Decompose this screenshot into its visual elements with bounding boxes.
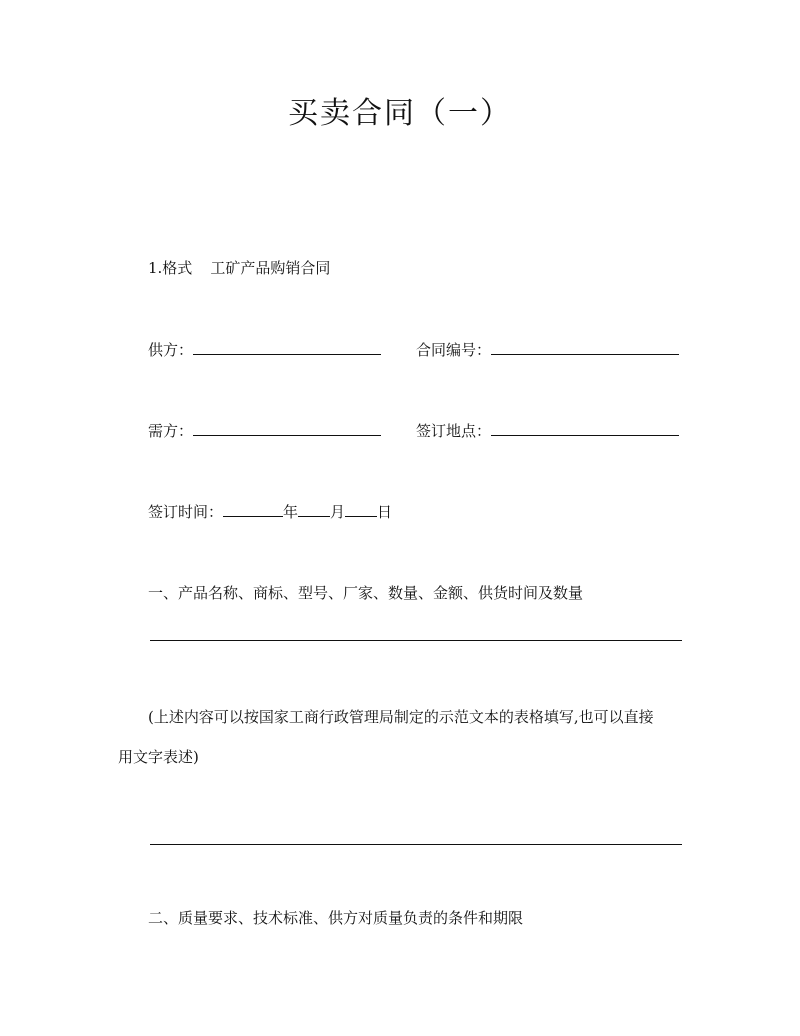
contract-no-row (416, 338, 679, 362)
section1-blank-rule[interactable] (150, 640, 682, 641)
section2-heading: 二、质量要求、技术标准、供方对质量负责的条件和期限 (148, 909, 524, 927)
note-blank-rule[interactable] (150, 844, 682, 845)
page-title: 买卖合同（一） (288, 96, 512, 131)
supplier-blank[interactable] (193, 338, 381, 355)
day-blank[interactable] (345, 500, 377, 517)
format-line (148, 256, 330, 280)
sign-place-row (416, 419, 679, 443)
note-line-2: 用文字表述) (118, 748, 199, 766)
day-label: 日 (377, 503, 393, 521)
year-label: 年 (283, 503, 299, 521)
buyer-label: 需方： (148, 422, 194, 440)
note-line-1: (上述内容可以按国家工商行政管理局制定的示范文本的表格填写,也可以直接 (148, 708, 654, 726)
sign-time-label: 签订时间： (148, 503, 224, 521)
format-prefix: 1.格式 (148, 259, 193, 277)
month-label: 月 (330, 503, 346, 521)
section1-heading: 一、产品名称、商标、型号、厂家、数量、金额、供货时间及数量 (148, 584, 584, 602)
year-blank[interactable] (223, 500, 283, 517)
sign-place-blank[interactable] (491, 419, 679, 436)
sign-place-label: 签订地点： (416, 422, 492, 440)
buyer-row (148, 419, 381, 443)
month-blank[interactable] (298, 500, 330, 517)
format-name: 工矿产品购销合同 (210, 259, 331, 277)
buyer-blank[interactable] (193, 419, 381, 436)
sign-time-row (148, 500, 392, 524)
supplier-row (148, 338, 381, 362)
contract-no-blank[interactable] (491, 338, 679, 355)
supplier-label: 供方： (148, 341, 194, 359)
contract-no-label: 合同编号： (416, 341, 492, 359)
